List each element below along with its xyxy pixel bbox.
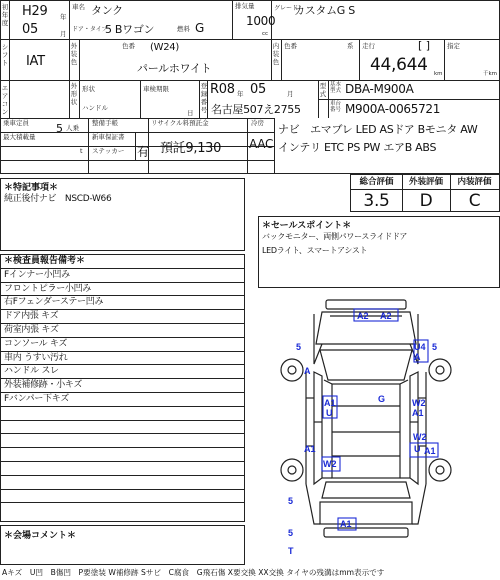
door-type: 5 Bワゴン xyxy=(105,23,155,36)
month-value: 05 xyxy=(22,22,38,37)
damage-mark: A xyxy=(414,352,421,362)
inspector-note-row: 車内 うすい汚れ xyxy=(1,352,244,366)
ratings-box xyxy=(350,174,500,212)
damage-mark: G xyxy=(378,394,386,404)
damage-mark: 5 xyxy=(432,342,438,352)
damage-mark: A xyxy=(304,366,311,376)
inspector-note-row: コンソール キズ xyxy=(1,338,244,352)
overall-rating-label: 総合評価 xyxy=(359,177,394,187)
damage-mark: U xyxy=(414,444,421,454)
special-notes-section xyxy=(0,178,245,251)
vehicle-damage-diagram xyxy=(270,292,460,560)
inspector-note-row: 荷室内張 キズ xyxy=(1,324,244,338)
inspector-note-empty-row xyxy=(1,462,244,476)
special-note-item: 純正後付ナビ NSCD-W66 xyxy=(4,194,112,204)
inspector-note-empty-row xyxy=(1,421,244,435)
damage-mark: A1 xyxy=(340,519,352,529)
color-code: (W24) xyxy=(150,42,179,53)
car-name: タンク xyxy=(91,4,123,17)
damage-mark: A1 xyxy=(304,444,316,454)
interior-rating: C xyxy=(468,191,481,211)
capacity: 5 xyxy=(56,122,63,135)
inspector-notes-section xyxy=(0,254,245,522)
damage-mark: T xyxy=(288,546,294,556)
damage-mark: A2 xyxy=(380,311,392,321)
mileage-value: 44,644 xyxy=(370,55,428,75)
inspector-note-empty-row xyxy=(1,490,244,504)
year-label: 初年度 xyxy=(1,3,9,27)
special-notes-title: ＊特記事項＊ xyxy=(4,183,59,193)
inspector-note-empty-row xyxy=(1,407,244,421)
color-name: パールホワイト xyxy=(137,62,212,75)
inspector-note-empty-row xyxy=(1,448,244,462)
model-code: DBA-M900A xyxy=(345,82,414,96)
inspector-note-empty-row xyxy=(1,434,244,448)
damage-mark: 5 xyxy=(288,528,294,538)
displacement: 1000 xyxy=(246,14,276,28)
damage-mark: W2 xyxy=(413,432,427,442)
inspector-notes-title: ＊検査員報告備考＊ xyxy=(1,255,244,269)
interior-rating-label: 内装評価 xyxy=(457,177,492,187)
shift-value: IAT xyxy=(26,54,45,69)
inspector-note-row: フロントピラー小凹み xyxy=(1,283,244,297)
damage-mark: A1 xyxy=(412,408,424,418)
damage-mark: A2 xyxy=(357,311,369,321)
inspector-note-row: 右Fフェンダーステー凹み xyxy=(1,296,244,310)
damage-mark: U xyxy=(326,408,333,418)
venue-comment-section xyxy=(0,525,245,565)
fuel-type: G xyxy=(195,21,204,35)
damage-legend: Aキズ U凹 B傷凹 P要塗装 W補修跡 Sサビ C腐食 G飛石傷 X要交換 XX交換 タイヤの残溝はmm表示です xyxy=(2,568,385,577)
inspector-note-row: ハンドル スレ xyxy=(1,365,244,379)
inspection-year: R08 xyxy=(210,82,235,97)
inspector-note-row: ドア内張 キズ xyxy=(1,310,244,324)
inspection-month: 05 xyxy=(250,82,266,97)
cooler-type: AAC xyxy=(249,137,274,151)
exterior-rating: D xyxy=(419,191,433,211)
chassis-number: M900A-0065721 xyxy=(345,102,441,116)
year-value: H29 xyxy=(22,4,48,19)
inspector-note-empty-row xyxy=(1,503,244,517)
venue-comment-title: ＊会場コメント＊ xyxy=(4,531,77,541)
inspector-note-row: Fインナー小凹み xyxy=(1,269,244,283)
inspector-note-empty-row xyxy=(1,476,244,490)
damage-mark: W2 xyxy=(323,459,337,469)
recycle-deposit: 預託9,130 xyxy=(160,141,222,156)
inspector-note-row: Fバンパー下キズ xyxy=(1,393,244,407)
maintenance-value: 有 xyxy=(137,145,149,159)
damage-mark: W2 xyxy=(412,398,426,408)
damage-mark: 5 xyxy=(296,342,302,352)
plate-number: 名古屋507え2755 xyxy=(211,103,301,116)
equipment-line-1: ナビ エマブレ LED ASドア Bモニタ AW xyxy=(278,123,478,136)
damage-mark: A1 xyxy=(324,398,336,408)
sales-points-section xyxy=(258,216,500,288)
damage-mark: U4 xyxy=(414,342,426,352)
grade: カスタムG S xyxy=(294,4,355,17)
equipment-line-2: インテリ ETC PS PW エアB ABS xyxy=(278,141,437,154)
inspector-note-row: 外装補修跡・小キズ xyxy=(1,379,244,393)
damage-mark: 5 xyxy=(288,496,294,506)
sales-points-title: ＊セールスポイント＊ xyxy=(262,221,352,231)
overall-rating: 3.5 xyxy=(363,191,390,211)
sales-point-line: LEDライト、スマートアシスト xyxy=(262,246,368,255)
damage-mark: A1 xyxy=(424,446,436,456)
exterior-rating-label: 外装評価 xyxy=(408,177,443,187)
sales-point-line: バックモニター、両側パワースライドドア xyxy=(262,232,408,241)
